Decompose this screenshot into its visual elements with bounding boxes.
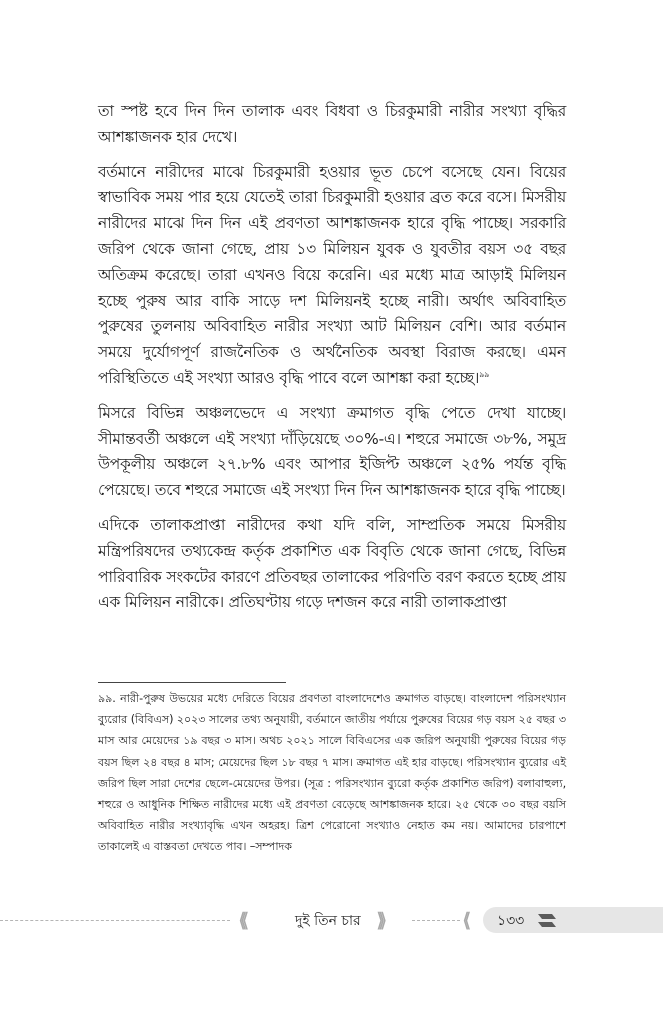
chevron-right-icon: ⟩⟩⟩ [376,908,382,932]
main-text [98,99,566,625]
footer-dashed-line-mid [412,920,460,921]
chevron-left-icon-2: ⟨⟨ [462,908,466,932]
footer-dashed-line-left [0,920,230,921]
paragraph-3: মিসরে বিভিন্ন অঞ্চলভেদে এ সংখ্যা ক্রমাগত বৃদ্ধি পেতে দেখা যাচ্ছে। সীমান্তবর্তী অঞ্চলে এই সংখ্যা দাঁড়িয়েছে ৩০%-এ। শহুরে সমাজে ৩৮%, সমুদ্র উপকূলীয় অঞ্চলে ২৭.৮% এবং আপার ইজিপ্ট অঞ্চলে ২৫% পর্যন্ত বৃদ্ধি পেয়েছে। তবে শহুরে সমাজে এই সংখ্যা দিন দিন আশঙ্কাজনক হারে বৃদ্ধি পাচ্ছে। [98,403,566,500]
page-number: ১৩৩ [497,913,525,929]
footnote: ৯৯. নারী-পুরুষ উভয়ের মধ্যে দেরিতে বিয়ের প্রবণতা বাংলাদেশেও ক্রমাগত বাড়ছে। বাংলাদেশ পরিসংখ্যান ব্যুরোর (বিবিএস) ২০২৩ সালের তথ্য অনুযায়ী, বর্তমানে জাতীয় পর্যায়ে পুরুষের বিয়ের গড় বয়স ২৫ বছর ৩ মাস আর মেয়েদের ১৯ বছর ৩ মাস। অথচ ২০২১ সালে বিবিএসের এক জরিপ অনুযায়ী পুরুষের বিয়ের গড় বয়স ছিল ২৪ বছর ৪ মাস; মেয়েদের ছিল ১৮ বছর ৭ মাস। ক্রমাগত এই হার বাড়ছে। পরিসংখ্যান ব্যুরোর এই জরিপ ছিল সারা দেশের ছেলে-মেয়েদের উপর। (সূত্র : পরিসংখ্যান ব্যুরো কর্তৃক প্রকাশিত জরিপ) বলাবাহুল্য, শহুরে ও আধুনিক শিক্ষিত নারীদের মধ্যে এই প্রবণতা বেড়েছে আশঙ্কাজনক হারে। ২৫ থেকে ৩০ বছর বয়সি অবিবাহিত নারীর সংখ্যাবৃদ্ধি এখন অহরহ। ত্রিশ পেরোনো সংখ্যাও নেহাত কম নয়। আমাদের চারপাশে তাকালেই এ বাস্তবতা দেখতে পাব। –সম্পাদক [98,692,566,854]
page-footer [0,906,663,936]
paragraph-4: এদিকে তালাকপ্রাপ্তা নারীদের কথা যদি বলি, সাম্প্রতিক সময়ে মিসরীয় মন্ত্রিপরিষদের তথ্যকেন্দ্র কর্তৃক প্রকাশিত এক বিবৃতি থেকে জানা গেছে, বিভিন্ন পারিবারিক সংকটের কারণে প্রতিবছর তালাকের পরিণতি বরণ করতে হচ্ছে প্রায় এক মিলিয়ন নারীকে। প্রতিঘণ্টায় গড়ে দশজন করে নারী তালাকপ্রাপ্তা [98,515,566,612]
footnote-divider [98,682,286,683]
book-title: দুই তিন চার [295,913,361,929]
paragraph-2 [98,160,566,392]
paragraph-1: তা স্পষ্ট হবে দিন দিন তালাক এবং বিধবা ও চিরকুমারী নারীর সংখ্যা বৃদ্ধির আশঙ্কাজনক হার দেখে। [98,102,566,146]
footnote-reference: ৯৯ [479,369,490,379]
paragraph-2-text: বর্তমানে নারীদের মাঝে চিরকুমারী হওয়ার ভূত চেপে বসেছে যেন। বিয়ের স্বাভাবিক সময় পার হয়ে যেতেই তারা চিরকুমারী হওয়ার ব্রত করে বসে। মিসরীয় নারীদের মাঝে দিন দিন এই প্রবণতা আশঙ্কাজনক হারে বৃদ্ধি পাচ্ছে। সরকারি জরিপ থেকে জানা গেছে, প্রায় ১৩ মিলিয়ন যুবক ও যুবতীর বয়স ৩৫ বছর অতিক্রম করেছে। তারা এখনও বিয়ে করেনি। এর মধ্যে মাত্র আড়াই মিলিয়ন হচ্ছে পুরুষ আর বাকি সাড়ে দশ মিলিয়নই হচ্ছে নারী। অর্থাৎ অবিবাহিত পুরুষের তুলনায় অবিবাহিত নারীর সংখ্যা আট মিলিয়ন বেশি। আর বর্তমান সময়ে দুর্যোগপূর্ণ রাজনৈতিক ও অর্থনৈতিক অবস্থা বিরাজ করছে। এমন পরিস্থিতিতে এই সংখ্যা আরও বৃদ্ধি পাবে বলে আশঙ্কা করা হচ্ছে। [98,162,566,387]
page-corner-icon [536,911,560,931]
chevron-left-icon: ⟨⟨⟨ [238,908,244,932]
